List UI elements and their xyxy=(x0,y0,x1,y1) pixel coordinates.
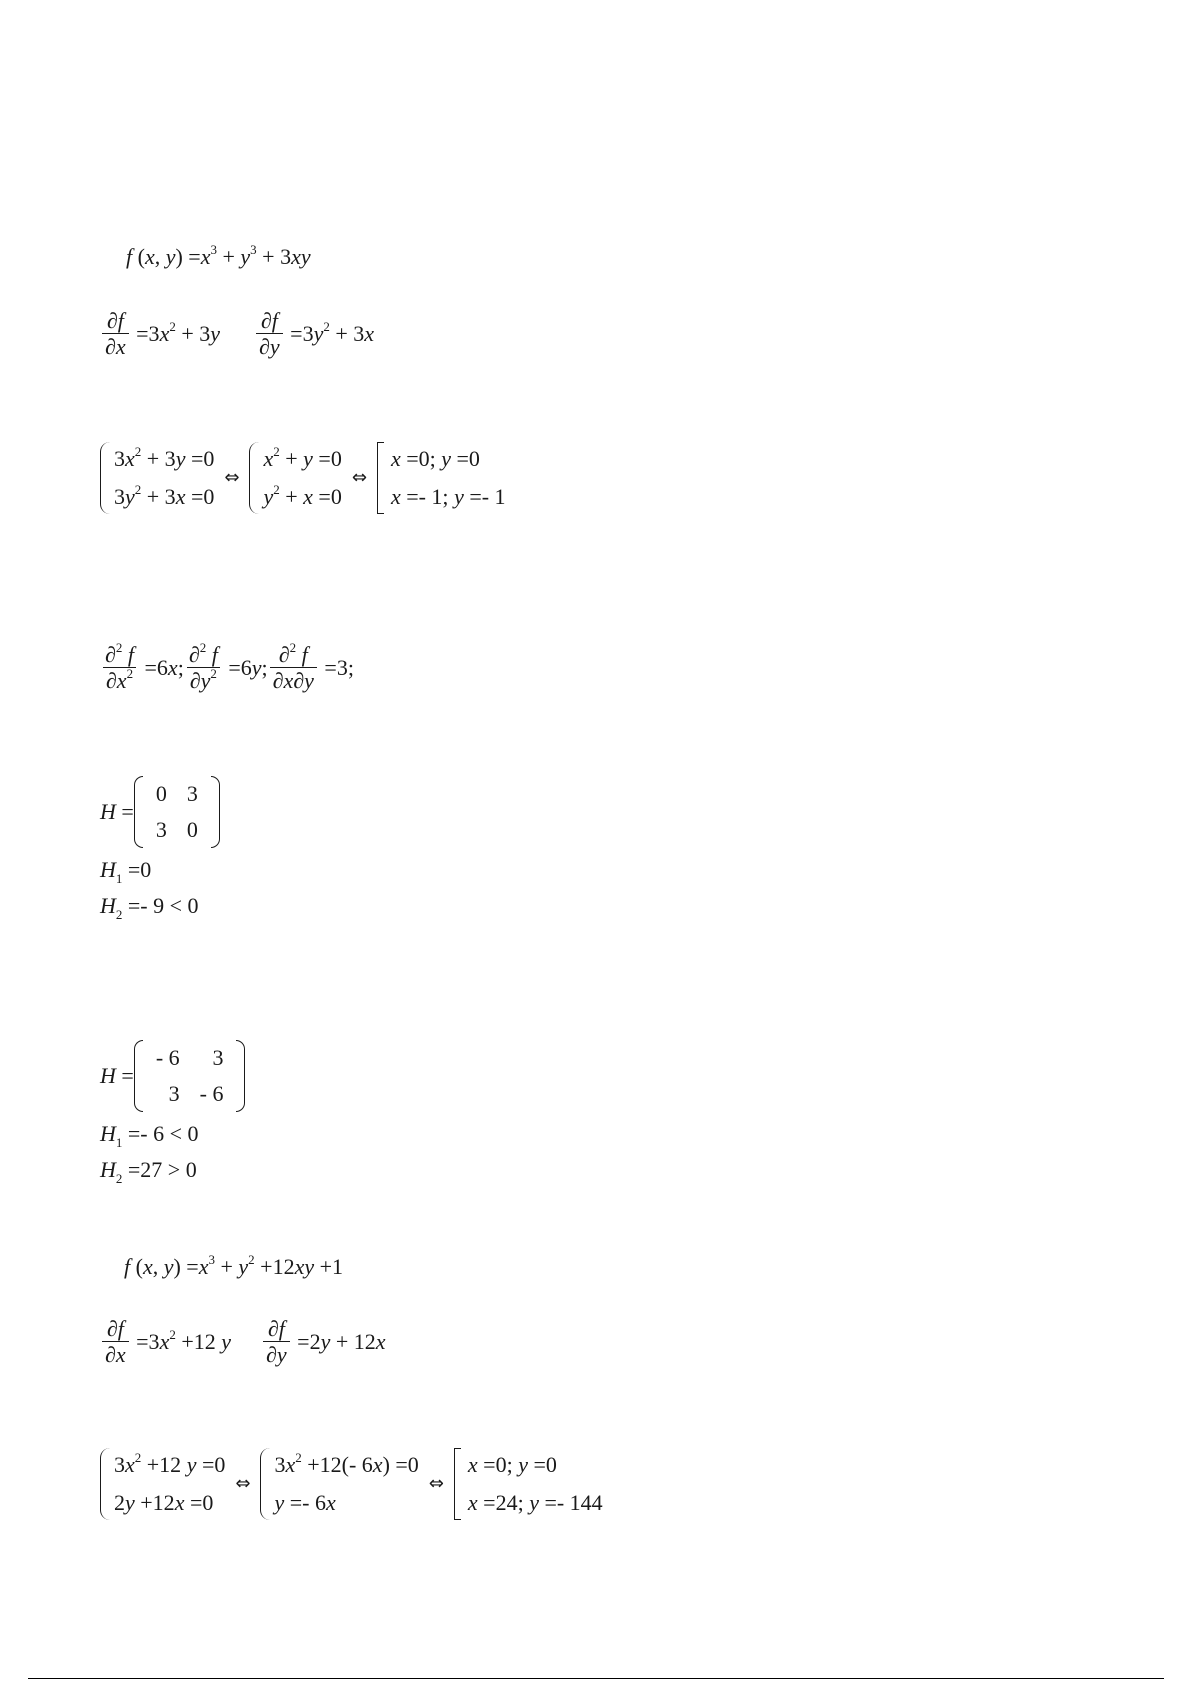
stationary-system-1: $3x^2 + 3y =0$ $3y^2 + 3x =0$ ⇔ $x^2 + y =0$ $y^2 + x =0$ ⇔ x =0; y =0 x =- 1; y =- 1 xyxy=(100,440,506,516)
second-derivatives-1: $\frac{\partial^2 f}{\partial x^2}$ =6x; $\frac{\partial^2 f}{\partial y^2}$ =6y; $\frac{\partial^2 f}{\partial x\partial y}$ =3; xyxy=(100,642,354,694)
matrix-cell: 0 xyxy=(155,781,167,806)
hessian-2: H = - 6 3 3 - 6 $H_1 =- 6 < 0$ $H_2 =27 > 0$ xyxy=(100,1040,245,1188)
hessian-1: H = 0 3 3 0 $H_1 =0$ $H_2 =- 9 < 0$ xyxy=(100,776,220,924)
page-bottom-rule xyxy=(28,1678,1164,1679)
first-derivatives-1: $\frac{\partial f}{\partial x}$ $=3x^2 + 3y$ $\frac{\partial f}{\partial y}$ $=3y^2 + 3x$ xyxy=(100,308,374,360)
matrix-cell: - 6 xyxy=(199,1081,224,1106)
iff-symbol: ⇔ xyxy=(351,467,367,488)
matrix-cell: 3 xyxy=(155,817,167,842)
first-derivatives-2: $\frac{\partial f}{\partial x}$ $=3x^2 +12$ y $\frac{\partial f}{\partial y}$ =2y + 12x xyxy=(100,1316,386,1368)
hessian-matrix xyxy=(134,1040,246,1112)
matrix-cell: 3 xyxy=(168,1081,180,1106)
function-2: f (x, $y) =x^3 + y^2 +12xy +1$ xyxy=(124,1252,344,1279)
hessian-matrix xyxy=(134,776,220,848)
matrix-cell: 0 xyxy=(186,817,198,842)
iff-symbol: ⇔ xyxy=(235,1473,251,1494)
function-1: f (x, $y) =x^3 + y^3 + 3xy$ xyxy=(126,242,311,269)
iff-symbol: ⇔ xyxy=(428,1473,444,1494)
matrix-cell: - 6 xyxy=(155,1045,180,1070)
matrix-cell: 3 xyxy=(212,1045,224,1070)
stationary-system-2: $3x^2 +12$ y =0 2y +12x =0 ⇔ $3x^2 +12(-$ 6x) =0 y =- 6x ⇔ x =0; y =0 x =24; y =- 144 xyxy=(100,1446,603,1522)
iff-symbol: ⇔ xyxy=(224,467,240,488)
matrix-cell: 3 xyxy=(186,781,198,806)
